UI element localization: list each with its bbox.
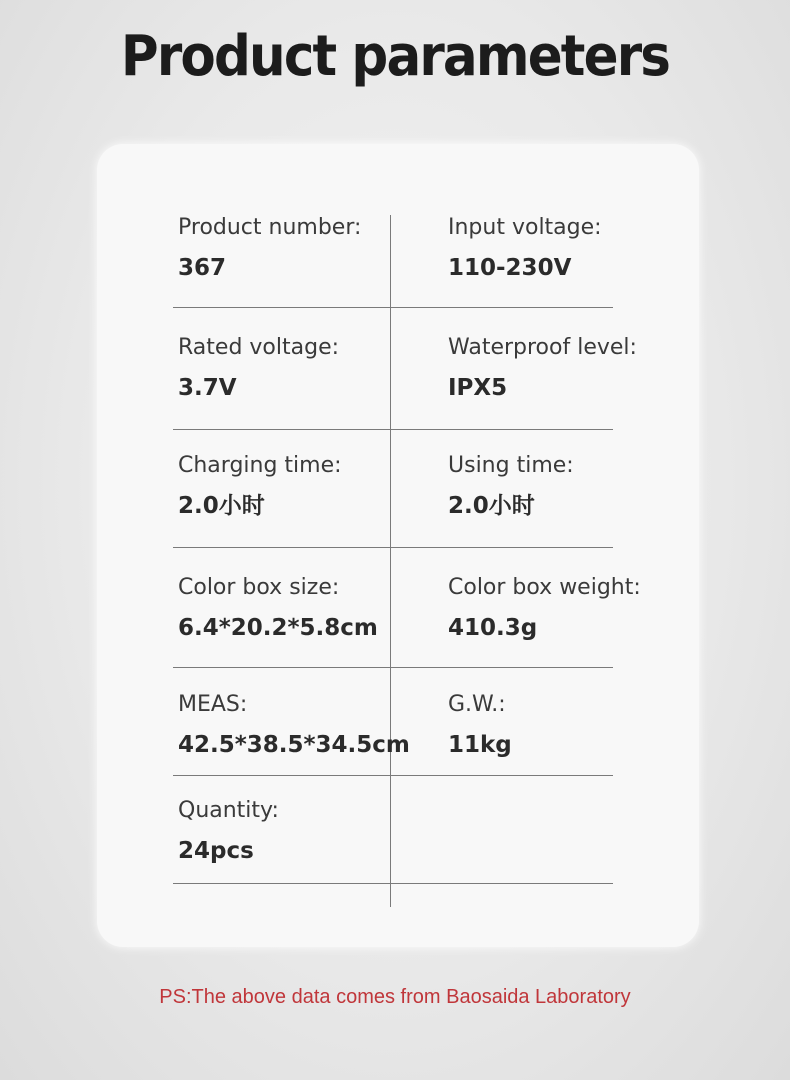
param-quantity (178, 797, 279, 865)
param-charging-time (178, 452, 342, 520)
param-label: Product number: (178, 215, 362, 240)
param-label: MEAS: (178, 692, 248, 717)
param-label: Input voltage: (448, 215, 602, 240)
column-divider (390, 215, 391, 907)
param-gross-weight (448, 691, 512, 759)
footnote: PS:The above data comes from Baosaida Laboratory (159, 986, 631, 1008)
param-color-box-weight (448, 574, 641, 642)
param-value: 24pcs (178, 838, 254, 864)
param-label: Rated voltage: (178, 335, 340, 360)
param-using-time (448, 452, 574, 520)
row-divider (173, 883, 613, 884)
param-value: 110-230V (448, 255, 572, 281)
row-divider (173, 429, 613, 430)
param-value: 367 (178, 255, 227, 281)
param-label: Color box size: (178, 575, 340, 600)
row-divider (173, 307, 613, 308)
param-label: Waterproof level: (448, 335, 637, 360)
param-color-box-size (178, 574, 378, 642)
row-divider (173, 547, 613, 548)
param-label: Charging time: (178, 453, 342, 478)
page-title: Product parameters (120, 24, 670, 89)
param-input-voltage (448, 214, 602, 282)
row-divider (173, 667, 613, 668)
param-product-number (178, 214, 361, 282)
param-label: Using time: (448, 453, 574, 478)
param-rated-voltage (178, 334, 339, 402)
param-value: 6.4*20.2*5.8cm (178, 615, 378, 641)
param-meas (178, 691, 410, 759)
param-value: 410.3g (448, 615, 538, 641)
param-label: G.W.: (448, 692, 506, 717)
param-value: IPX5 (448, 375, 508, 401)
param-value: 11kg (448, 732, 512, 758)
param-value: 2.0小时 (178, 493, 265, 519)
param-value: 2.0小时 (448, 493, 535, 519)
param-value: 42.5*38.5*34.5cm (178, 732, 410, 758)
param-waterproof-level (448, 334, 637, 402)
param-label: Color box weight: (448, 575, 641, 600)
param-value: 3.7V (178, 375, 237, 401)
parameters-card (97, 144, 699, 947)
row-divider (173, 775, 613, 776)
param-label: Quantity: (178, 798, 279, 823)
